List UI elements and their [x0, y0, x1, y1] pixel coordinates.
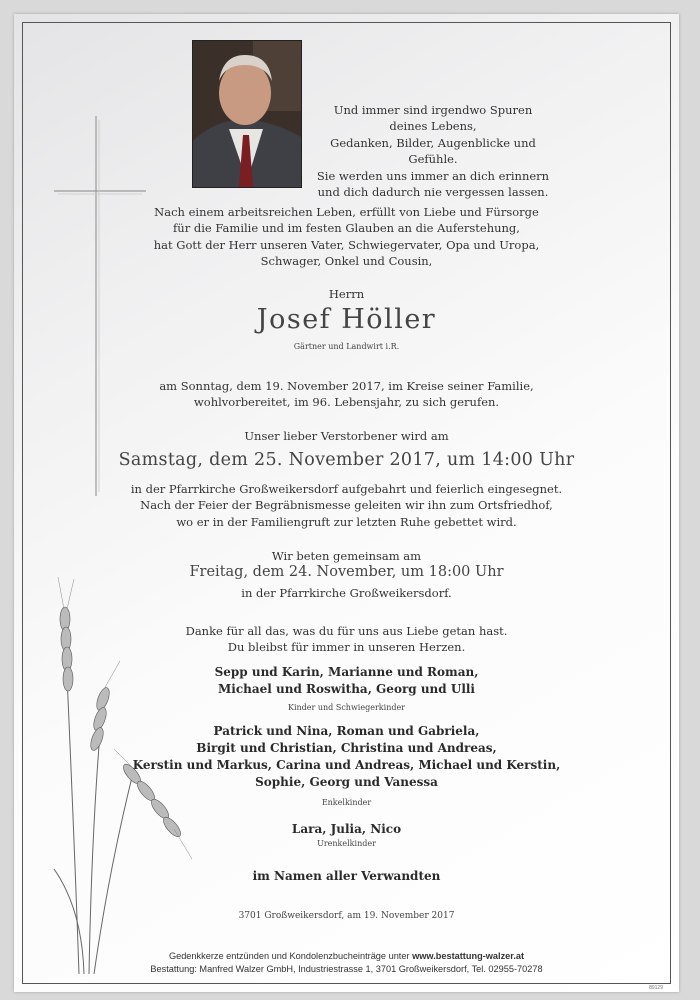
place-date: 3701 Großweikersdorf, am 19. November 2017: [238, 911, 455, 921]
website-link[interactable]: www.bestattung-walzer.at: [412, 951, 525, 961]
children-names: Sepp und Karin, Marianne und Roman, Michael und Roswitha, Georg und Ulli: [214, 665, 479, 696]
parte-sheet: [14, 14, 679, 992]
children-label: Kinder und Schwiegerkinder: [287, 703, 406, 712]
great-grandchildren-label: Urenkelkinder: [317, 839, 376, 848]
deceased-occupation: Gärtner und Landwirt i.R.: [293, 342, 400, 351]
poem-line: Gedanken, Bilder, Augenblicke und Gefühle.: [330, 135, 536, 167]
prayer-intro: Wir beten gemeinsam am: [271, 549, 422, 563]
funeral-intro: Unser lieber Verstorbener wird am: [244, 429, 449, 443]
prayer-location: in der Pfarrkirche Großweikersdorf.: [241, 586, 452, 600]
all-relatives: im Namen aller Verwandten: [252, 869, 441, 883]
prayer-date: Freitag, dem 24. November, um 18:00 Uhr: [189, 564, 504, 580]
grandchildren-label: Enkelkinder: [321, 798, 372, 807]
funeral-date: Samstag, dem 25. November 2017, um 14:00 Uhr: [118, 450, 575, 470]
funeral-details: in der Pfarrkirche Großweikersdorf aufgebahrt und feierlich eingesegnet. Nach der Feier der Begräbnismesse geleiten wir ihn zum Ortsfriedhof, wo er in der Familiengruft zur letzten Ruhe gebettet wird.: [130, 482, 563, 529]
footer-text: Gedenkkerze entzünden und Kondolenzbucheinträge unter www.bestattung-walzer.at Bestattung: Manfred Walzer GmbH, Industriestrasse 1, 3701 Großweikersdorf, Tel. 02955-70278: [150, 951, 543, 974]
deceased-name: Josef Höller: [256, 304, 437, 335]
great-grandchildren-names: Lara, Julia, Nico: [291, 822, 402, 836]
death-text: am Sonntag, dem 19. November 2017, im Kreise seiner Familie, wohlvorbereitet, im 96. Lebensjahr, zu sich gerufen.: [159, 379, 534, 410]
grandchildren-names: Patrick und Nina, Roman und Gabriela, Birgit und Christian, Christina und Andreas, Kerstin und Markus, Carina und Andreas, Michael und Kerstin, Sophie, Georg und Vanessa: [132, 724, 561, 789]
portrait-photo: [192, 40, 302, 188]
salutation: Herrn: [328, 287, 365, 301]
poem-line: Sie werden uns immer an dich erinnern: [316, 168, 550, 183]
intro-text: Nach einem arbeitsreichen Leben, erfüllt von Liebe und Fürsorge für die Familie und im festen Glauben an die Auferstehung, hat Gott der Herr unseren Vater, Schwiegervater, Opa und Uropa, Schwager, Onkel und Cousin,: [153, 205, 540, 269]
thanks-text: Danke für all das, was du für uns aus Liebe getan hast. Du bleibst für immer in unseren Herzen.: [185, 624, 508, 655]
poem-line: und dich dadurch nie vergessen lassen.: [317, 185, 549, 200]
print-code: 89129: [649, 985, 663, 991]
poem: [314, 102, 552, 200]
poem-line: Und immer sind irgendwo Spuren deines Lebens,: [333, 103, 533, 134]
